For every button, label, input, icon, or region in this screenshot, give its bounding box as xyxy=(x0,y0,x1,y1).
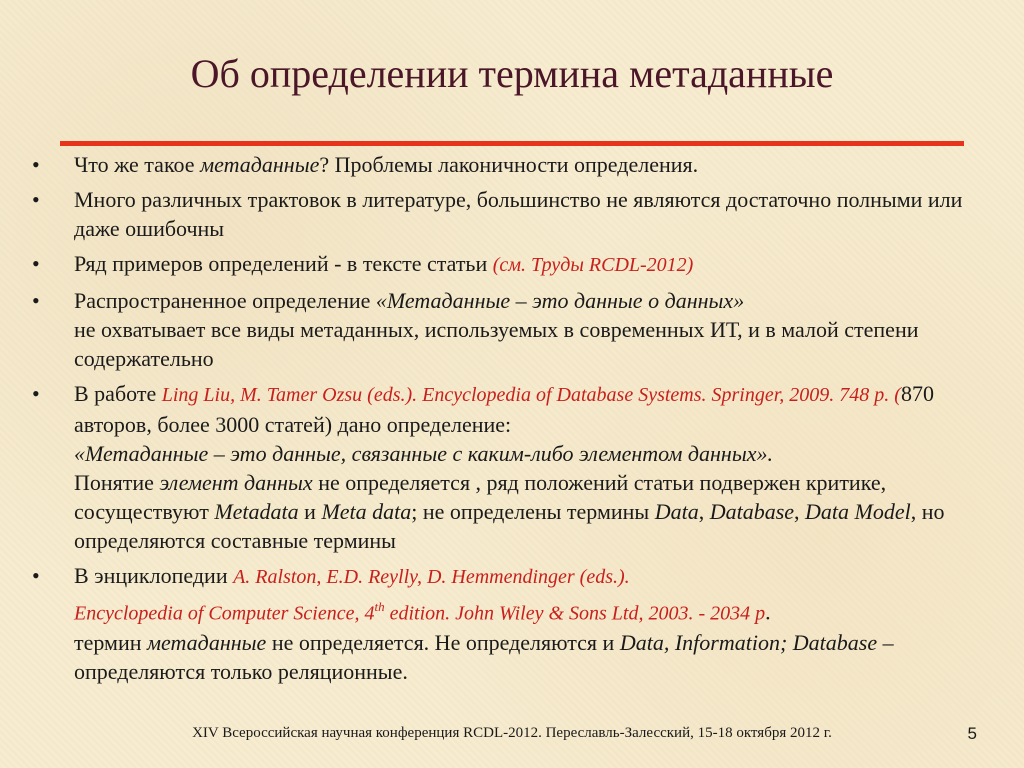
quoted-definition: «Метаданные – это данные о данных» xyxy=(375,288,745,313)
quoted-definition: «Метаданные – это данные, связанные с каким-либо элементом данных». xyxy=(74,441,773,466)
term-metadata: метаданные xyxy=(147,630,267,656)
term: элемент данных xyxy=(159,470,313,495)
text: 870 авторов, более 3000 статей) дано определение: xyxy=(74,381,934,437)
text: Понятие xyxy=(74,470,160,495)
text: – определяются только реляционные. xyxy=(74,630,894,685)
text: не определяется. Не определяются и xyxy=(266,630,620,656)
reference: edition. John Wiley & Sons Ltd, 2003. - 2034 p xyxy=(384,602,766,625)
text: , xyxy=(698,499,710,524)
text: не охватывает все виды метаданных, используемых в современных ИТ, и в малой степени содержательно xyxy=(74,317,919,371)
bullet-item xyxy=(30,379,1005,555)
text: Распространенное определение xyxy=(74,288,376,313)
text: ; не определены термины xyxy=(411,499,655,524)
text: Ряд примеров определений - в тексте статьи xyxy=(74,251,493,276)
reference: Ling Liu, M. Tamer Ozsu (eds.). Encyclopedia of Database Systems. Springer, 2009. 748 p. ( xyxy=(161,384,901,406)
bullet-item xyxy=(30,561,1005,686)
bullet-item xyxy=(30,185,1005,243)
text: В энциклопедии xyxy=(74,563,234,588)
reference: A. Ralston, E.D. Reylly, D. Hemmendinger (eds.). xyxy=(233,566,630,588)
title-divider xyxy=(60,141,964,146)
term: Database xyxy=(709,499,795,524)
page-number: 5 xyxy=(967,724,977,743)
reference: Encyclopedia of Computer Science, 4 xyxy=(74,602,375,625)
term-metadata: метаданные xyxy=(200,152,320,177)
text: термин xyxy=(74,630,148,656)
footer-text: XIV Всероссийская научная конференция RCDL-2012. Переславль-Залесский, 15-18 октября 2012 г. xyxy=(192,725,832,741)
text: . xyxy=(765,599,771,625)
bullet-list xyxy=(30,150,1005,692)
term: Data Model xyxy=(805,499,911,524)
term: Data, Information; Database xyxy=(619,630,878,656)
bullet-item xyxy=(30,286,1005,373)
text: ? Проблемы лаконичности определения. xyxy=(319,152,699,177)
text: , xyxy=(794,499,806,524)
term: Metadata xyxy=(214,499,299,524)
superscript: th xyxy=(374,599,385,614)
text: Что же такое xyxy=(74,152,201,177)
reference: (см. Труды RCDL-2012) xyxy=(492,254,694,276)
term: Meta data xyxy=(321,499,412,524)
term: Data xyxy=(654,499,699,524)
bullet-item xyxy=(30,150,1005,179)
slide-title: Об определении термина метаданные xyxy=(190,51,834,96)
text: В работе xyxy=(74,381,162,406)
text: не определяется , ряд положений статьи подвержен критике, сосуществуют xyxy=(74,470,887,524)
text: Много различных трактовок в литературе, большинство не являются достаточно полными или даже ошибочны xyxy=(74,187,963,241)
text: , но определяются составные термины xyxy=(74,499,945,553)
bullet-item xyxy=(30,249,1005,280)
text: и xyxy=(298,499,322,524)
